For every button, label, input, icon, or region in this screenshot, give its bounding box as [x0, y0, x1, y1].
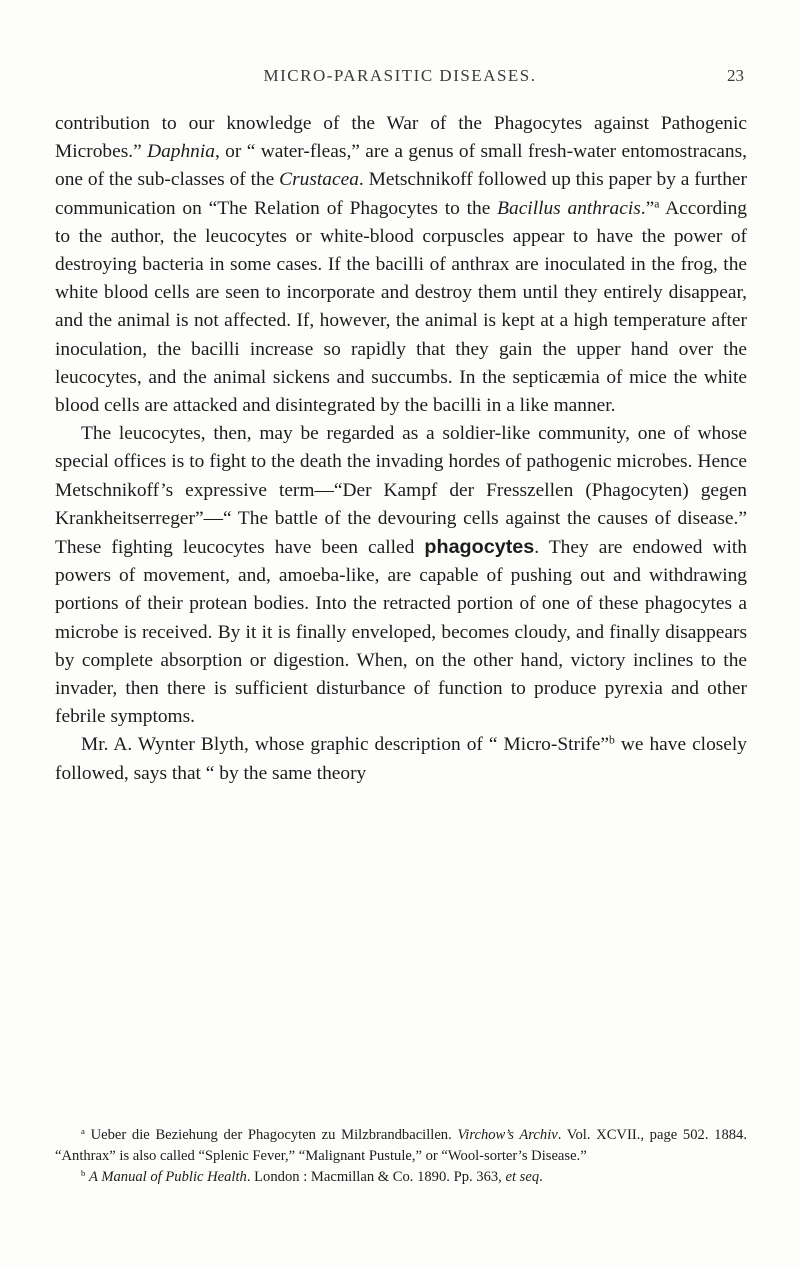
italic-text: A Manual of Public Health — [89, 1168, 247, 1185]
text-run: Mr. A. Wynter Blyth, whose graphic description of “ Micro-Strife” — [81, 734, 610, 756]
text-run: . They are endowed with powers of movement, and, amoeba-like, are capable of pushing out and withdrawing portions of their protean bodies. Into the retracted portion of one of these phagocytes a microbe is received. By it it is finally enveloped, becomes cloudy, and finally disappears by complete absorption or digestion. When, on the other hand, victory inclines to the invader, then there is sufficient disturbance of function to produce pyrexia and other febrile symptoms. — [55, 537, 747, 728]
paragraph — [55, 420, 747, 731]
text-run: The leucocytes, then, may be regarded as a soldier-like community, one of whose special offices is to fight to the death the invading hordes of pathogenic microbes. Hence Metschnikoff’s expressive term—“Der Kampf der Fresszellen (Phagocyten) gegen Krankheitserreger”—“ The battle of the devouring cells against the causes of disease.” These fighting leucocytes have been called — [55, 423, 747, 559]
text-run: According to the author, the leucocytes or white-blood corpuscles appear to have the power of destroying bacteria in some cases. If the bacilli of anthrax are inoculated in the frog, the white blood cells are seen to incorporate and destroy them until they entirely disappear, and the animal is not affected. If, however, the animal is kept at a high temperature after inoculation, the bacilli increase so rapidly that they gain the upper hand over the leucocytes, and the animal sickens and succumbs. In the septicæmia of mice the white blood cells are attacked and disintegrated by the bacilli in a like manner. — [55, 197, 747, 417]
text-run: . — [539, 1168, 543, 1185]
italic-text: et seq — [505, 1168, 540, 1185]
italic-text: Bacillus anthracis — [497, 197, 641, 219]
text-run: .” — [640, 197, 655, 219]
text-run: we have closely followed, says that “ by the same theory — [55, 734, 747, 784]
footnote-b — [55, 1167, 747, 1188]
footnote-marker: a — [654, 197, 660, 211]
paragraph — [55, 731, 747, 787]
bold-term: phagocytes — [424, 536, 535, 559]
text-run: . Vol. XCVII., page 502. 1884. “Anthrax” is also called “Splenic Fever,” “Malignant Pustule,” or “Wool-sorter’s Disease.” — [55, 1127, 747, 1164]
italic-text: Crustacea — [279, 169, 359, 191]
page-number: 23 — [727, 66, 744, 85]
paragraph — [55, 110, 747, 420]
footnote-a — [55, 1125, 747, 1167]
text-run: Ueber die Beziehung der Phagocyten zu Milzbrandbacillen. — [84, 1127, 458, 1143]
footnote-marker: b — [609, 734, 615, 748]
text-run: . Metschnikoff followed up this paper by a further communication on “The Relation of Phagocytes to the — [55, 169, 747, 219]
text-run: , or “ water-fleas,” are a genus of small fresh-water entomostracans, one of the sub-classes of the — [55, 141, 747, 191]
text-run: contribution to our knowledge of the War of the Phagocytes against Pathogenic Microbes.” — [55, 113, 747, 163]
body-text — [55, 110, 747, 788]
footnotes — [55, 1125, 747, 1187]
italic-text: Virchow’s Archiv — [457, 1127, 558, 1143]
italic-text: Daphnia — [147, 141, 215, 163]
text-run: . London : Macmillan & Co. 1890. Pp. 363, — [246, 1168, 506, 1185]
running-title: MICRO-PARASITIC DISEASES. — [263, 66, 537, 85]
running-head — [56, 66, 744, 92]
footnote-marker: b — [81, 1167, 86, 1178]
footnote-marker: a — [81, 1126, 85, 1137]
